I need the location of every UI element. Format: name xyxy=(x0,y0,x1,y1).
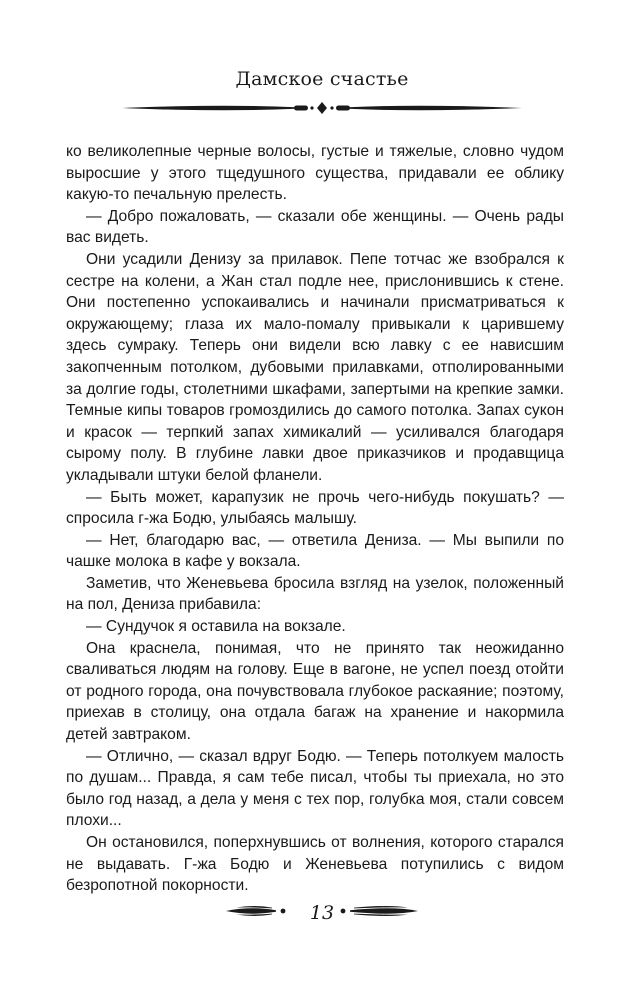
paragraph: Заметив, что Женевьева бросила взгляд на узелок, положенный на пол, Дениза прибавила: xyxy=(66,574,564,614)
paragraph: — Сундучок я оставила на вокзале. xyxy=(86,618,346,636)
body-text xyxy=(66,141,564,897)
paragraph: Он остановился, поперхнувшись от волнения, которого старался не выдавать. Г-жа Бодю и Женевьева потупились с видом безропотной покорности. xyxy=(66,834,564,895)
ornamental-rule-icon xyxy=(120,101,524,115)
paragraph: — Нет, благодарю вас, — ответила Дениза. — Мы выпили по чашке молока в кафе у вокзала. xyxy=(66,531,564,571)
paragraph: Они усадили Денизу за прилавок. Пепе тотчас же взобрался к сестре на колени, а Жан стал подле нее, прислонившись к стене. Они постепенно успокаивались и начинали присматриваться к окружающему; глаза их мало-помалу привыкали к царившему здесь сумраку. Теперь они видели всю лавку с ее нависшим закопченным потолком, дубовыми прилавками, отполированными за долгие годы, столетними шкафами, запертыми на крепкие замки. Темные кипы товаров громоздились до самого потолка. Запах сукон и красок — терпкий запах химикалий — усиливался благодаря сырому полу. В глубине лавки двое приказчиков и продавщица укладывали штуки белой фланели. xyxy=(66,250,564,484)
paragraph: ко великолепные черные волосы, густые и тяжелые, словно чудом выросшие у этого тщедушного существа, придавали ее облику какую-то печальную прелесть. xyxy=(66,143,564,204)
paragraph: Она краснела, понимая, что не принято так неожиданно сваливаться людям на голову. Еще в вагоне, не успел поезд отойти от родного города, она почувствовала глубокое раскаяние; поэтому, приехав в столицу, она отдала багаж на хранение и накормила детей завтраком. xyxy=(66,639,564,744)
paragraph: — Отлично, — сказал вдруг Бодю. — Теперь потолкуем малость по душам... Правда, я сам тебе писал, чтобы ты приехала, но это было год назад, а дела у меня с тех пор, голубка моя, стали совсем плохи... xyxy=(66,747,564,830)
page-number: 13 xyxy=(309,902,335,924)
paragraph: — Быть может, карапузик не прочь чего-нибудь покушать? — спросила г-жа Бодю, улыбаясь малышу. xyxy=(66,488,564,528)
paragraph: — Добро пожаловать, — сказали обе женщины. — Очень рады вас видеть. xyxy=(66,207,564,247)
running-head: Дамское счастье xyxy=(235,68,409,90)
